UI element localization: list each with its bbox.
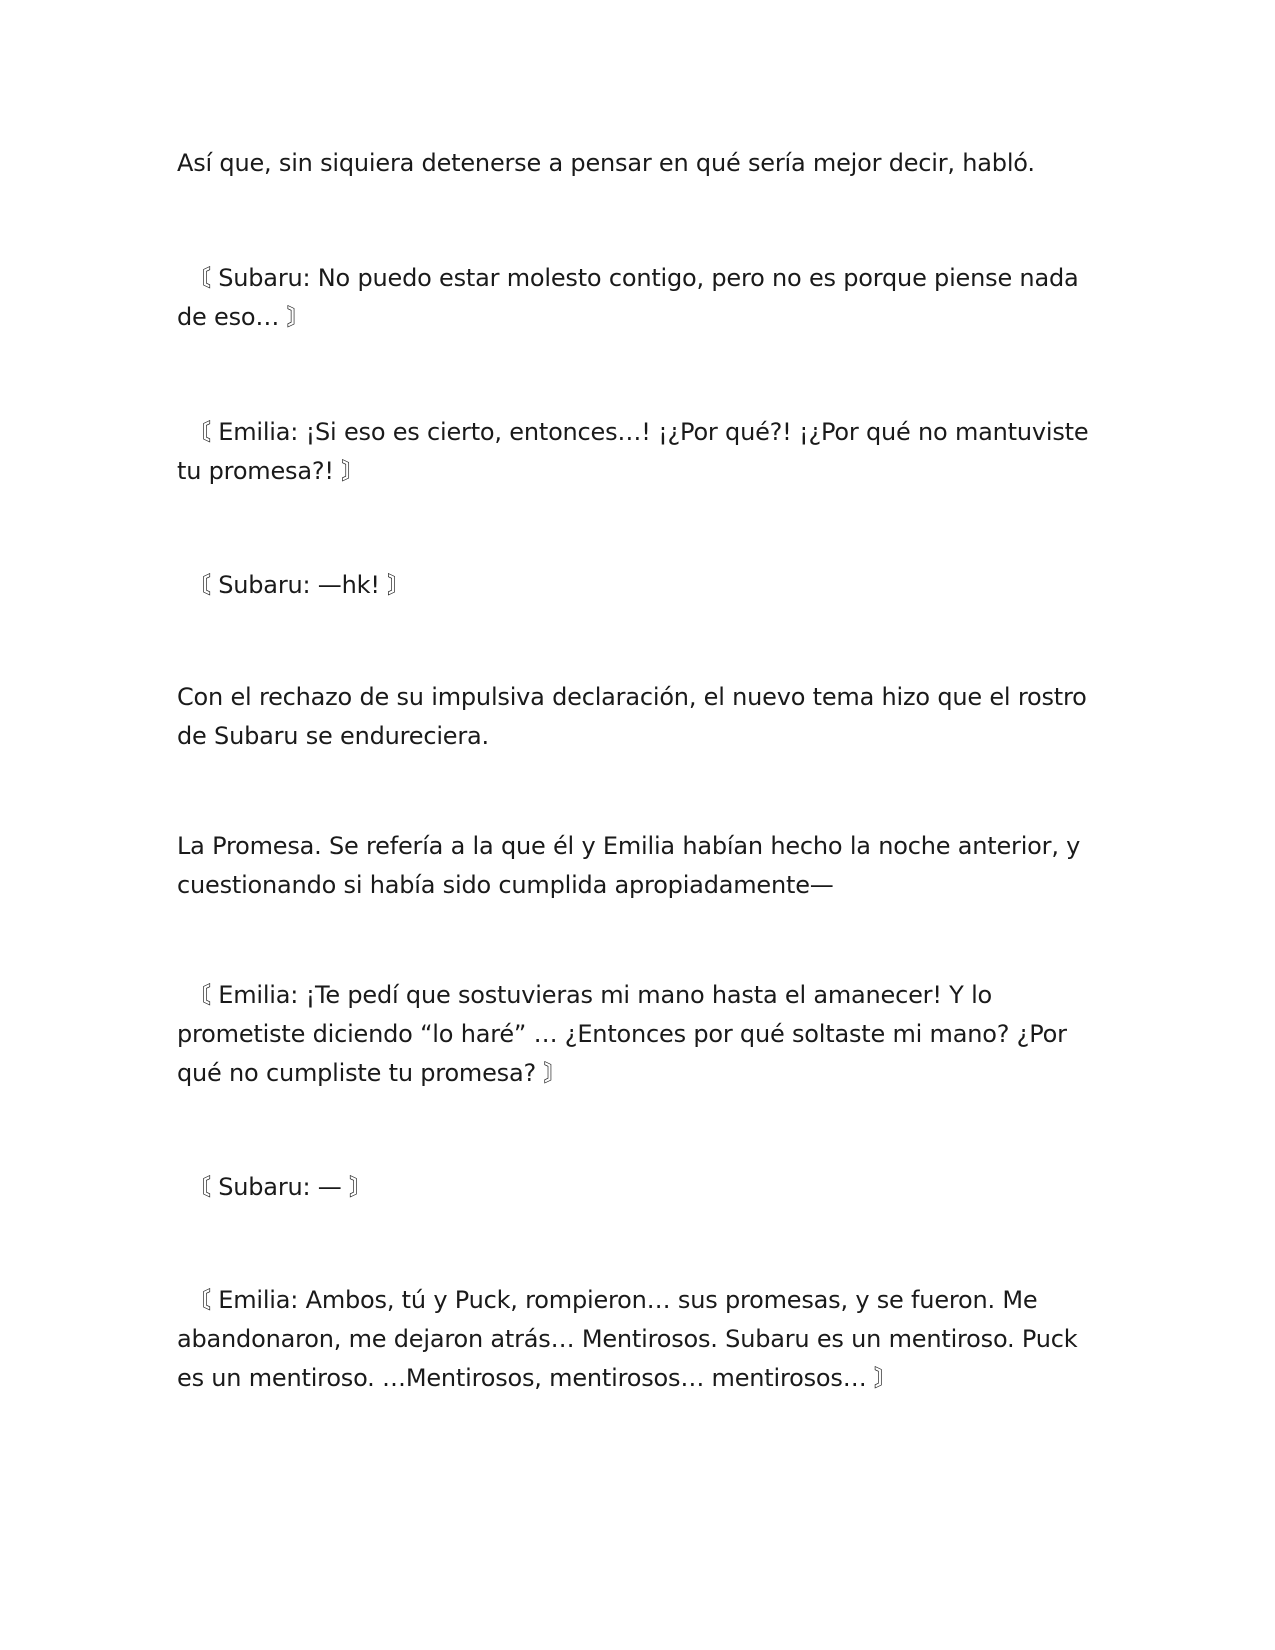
paragraph-dialogue-emilia: 〘 Emilia: ¡Si eso es cierto, entonces…! ¡¿Por qué?! ¡¿Por qué no mantuviste tu promesa?! 〙: [177, 418, 1089, 485]
paragraph-dialogue-subaru: 〘 Subaru: —hk! 〙: [187, 571, 411, 599]
paragraph-narration: Con el rechazo de su impulsiva declaración, el nuevo tema hizo que el rostro de Subaru se endureciera.: [177, 683, 1087, 750]
paragraph-narration: Así que, sin siquiera detenerse a pensar en qué sería mejor decir, habló.: [177, 149, 1035, 177]
paragraph-dialogue-subaru: 〘 Subaru: — 〙: [187, 1173, 373, 1201]
paragraph-dialogue-subaru: 〘 Subaru: No puedo estar molesto contigo, pero no es porque piense nada de eso… 〙: [177, 264, 1079, 331]
paragraph-narration: La Promesa. Se refería a la que él y Emilia habían hecho la noche anterior, y cuestionando si había sido cumplida apropiadamente—: [177, 832, 1081, 899]
paragraph-dialogue-emilia: 〘 Emilia: Ambos, tú y Puck, rompieron… sus promesas, y se fueron. Me abandonaron, me dejaron atrás… Mentirosos. Subaru es un mentiroso. Puck es un mentiroso. …Mentirosos, mentirosos… mentirosos… 〙: [177, 1286, 1078, 1392]
paragraph-dialogue-emilia: 〘 Emilia: ¡Te pedí que sostuvieras mi mano hasta el amanecer! Y lo prometiste diciendo “lo haré” … ¿Entonces por qué soltaste mi mano? ¿Por qué no cumpliste tu promesa? 〙: [177, 981, 1067, 1087]
